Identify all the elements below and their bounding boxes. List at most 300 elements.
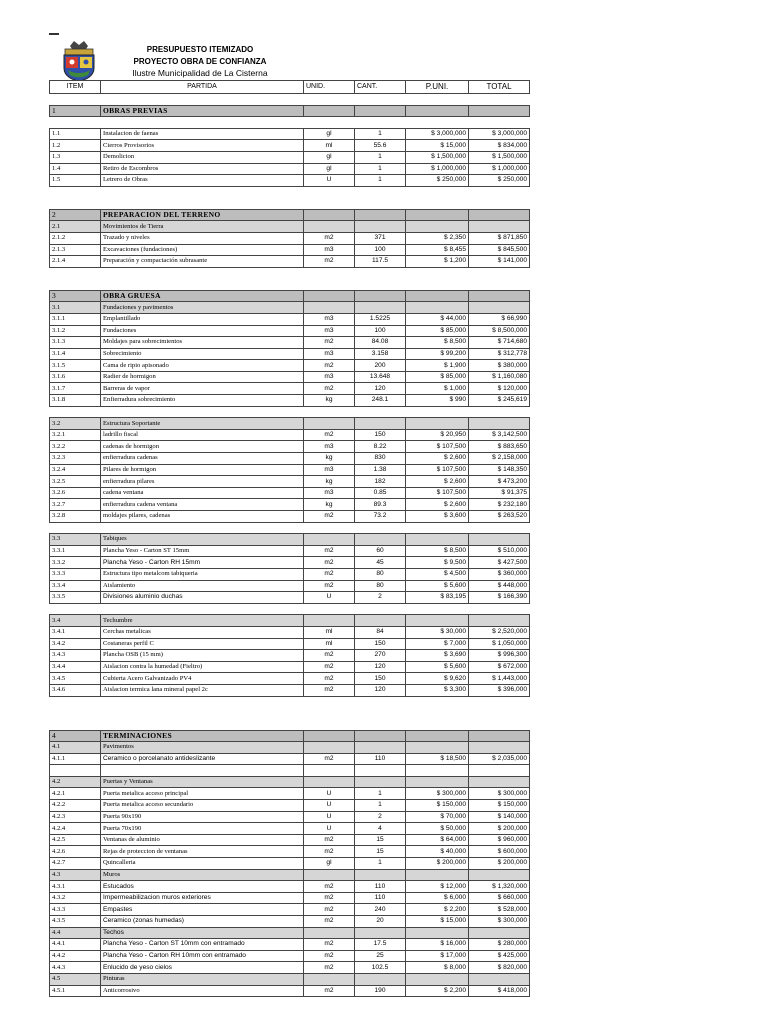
municipal-crest-icon [60,40,98,82]
item-row [50,140,530,152]
blank-cell [304,522,355,534]
cell-total: $ 396,000 [469,684,530,696]
cell-desc: Plancha Yeso - Carton RH 15mm [101,557,304,569]
cell-qty: 1 [355,163,406,175]
col-pu-header: P.UNI. [406,81,469,94]
blank-cell [355,603,406,615]
cell-unit-price [406,209,469,221]
cell-desc: Instalacion de faenas [101,128,304,140]
cell-unit [304,615,355,627]
cell-total: $ 1,320,000 [469,881,530,893]
cell-desc: Estructura tipo metalcom tabiqueria [101,568,304,580]
cell-item: 4.2.6 [50,846,101,858]
item-row [50,788,530,800]
cell-total [469,869,530,881]
item-row [50,395,530,407]
cell-qty: 89.3 [355,499,406,511]
cell-unit-price [406,302,469,314]
cell-unit: m2 [304,684,355,696]
cell-desc: Techos [101,927,304,939]
document-title: PRESUPUESTO ITEMIZADO [146,45,254,54]
cell-desc: Moldajes para sobrecimientos [101,337,304,349]
cell-desc: Techumbre [101,615,304,627]
cell-unit [304,105,355,117]
item-row [50,383,530,395]
cell-item: 3.4.4 [50,661,101,673]
cell-desc: Sobrecimiento [101,348,304,360]
cell-qty: 182 [355,476,406,488]
cell-total: $ 473,200 [469,476,530,488]
cell-unit-price [406,776,469,788]
cell-qty: 15 [355,834,406,846]
cell-total: $ 834,000 [469,140,530,152]
cell-item: 2.1 [50,221,101,233]
item-row [50,650,530,662]
cell-unit: gl [304,128,355,140]
blank-cell [50,603,101,615]
budget-table [49,80,530,997]
cell-desc: Aislacion termica lana mineral papel 2c [101,684,304,696]
cell-unit: m2 [304,360,355,372]
cell-unit-price: $ 3,600 [406,511,469,523]
section-row [50,105,530,117]
cell-desc: Puerta metalica acceso secundario [101,800,304,812]
cell-unit-price [406,221,469,233]
cell-total: $ 66,990 [469,313,530,325]
blank-row [50,522,530,534]
cell-desc: Muros [101,869,304,881]
cell-qty: 120 [355,661,406,673]
cell-unit-price: $ 5,600 [406,661,469,673]
cell-desc: Barreras de vapor [101,383,304,395]
cell-qty: 2 [355,592,406,604]
cell-qty [355,221,406,233]
cell-unit: ml [304,638,355,650]
cell-desc: Fundaciones y pavimentos [101,302,304,314]
cell-desc: Ventanas de aluminio [101,834,304,846]
cell-unit-price: $ 12,000 [406,881,469,893]
cell-qty: 120 [355,684,406,696]
cell-qty: 371 [355,232,406,244]
cell-item: 3.4.5 [50,673,101,685]
cell-desc: Plancha Yeso - Carton ST 15mm [101,545,304,557]
cell-qty [355,776,406,788]
cell-total: $ 3,142,500 [469,429,530,441]
cell-total [469,973,530,985]
cell-desc: cadenas de hormigon [101,441,304,453]
cell-item: 3.4.2 [50,638,101,650]
cell-desc: Excavaciones (fundaciones) [101,244,304,256]
cell-unit: m2 [304,337,355,349]
cell-unit-price: $ 2,600 [406,499,469,511]
cell-item: 3.4 [50,615,101,627]
item-row [50,892,530,904]
cell-item: 3.3 [50,534,101,546]
cell-unit-price: $ 20,950 [406,429,469,441]
cell-unit: U [304,800,355,812]
cell-item: 3.3.2 [50,557,101,569]
cell-unit-price: $ 200,000 [406,858,469,870]
cell-unit-price: $ 1,000,000 [406,163,469,175]
cell-total: $ 200,000 [469,858,530,870]
cell-unit [304,730,355,742]
cell-unit-price [406,742,469,754]
cell-desc: Puerta 90x190 [101,811,304,823]
item-row [50,325,530,337]
cell-item: 4.1 [50,742,101,754]
cell-desc: enfierradura cadenas [101,453,304,465]
cell-unit-price: $ 50,000 [406,823,469,835]
cell-unit: m2 [304,950,355,962]
spacer-cell [50,186,530,209]
cell-item: 2.1.4 [50,256,101,268]
subsection-row [50,776,530,788]
item-row [50,950,530,962]
cell-unit-price: $ 18,500 [406,753,469,765]
cell-unit-price: $ 107,500 [406,487,469,499]
cell-total: $ 871,850 [469,232,530,244]
blank-cell [101,522,304,534]
cell-unit-price [406,418,469,430]
cell-qty: 150 [355,638,406,650]
cell-total: $ 141,000 [469,256,530,268]
col-unit-header: UNID. [304,81,355,94]
cell-unit-price: $ 8,500 [406,337,469,349]
cell-unit-price: $ 2,350 [406,232,469,244]
cell-item: 4.2.7 [50,858,101,870]
cell-item: 3.2 [50,418,101,430]
cell-total: $ 883,650 [469,441,530,453]
blank-row [50,603,530,615]
subsection-row [50,742,530,754]
cell-unit-price: $ 1,200 [406,256,469,268]
spacer-row [50,267,530,290]
document-subtitle: PROYECTO OBRA DE CONFIANZA [133,57,267,66]
cell-unit-price: $ 85,000 [406,325,469,337]
spacer-cell [50,696,530,708]
cell-item: 3.1.6 [50,371,101,383]
cell-qty: 3.158 [355,348,406,360]
cell-desc: Estucados [101,881,304,893]
cell-unit [304,418,355,430]
cell-unit: m3 [304,325,355,337]
cell-qty: 240 [355,904,406,916]
cell-unit: m3 [304,313,355,325]
cell-unit: m2 [304,962,355,974]
section-row [50,209,530,221]
cell-total [469,302,530,314]
cell-item: 3.2.3 [50,453,101,465]
cell-item: 4.3.1 [50,881,101,893]
subsection-row [50,221,530,233]
cell-item: 4.2.4 [50,823,101,835]
blank-cell [50,94,101,106]
cell-qty [355,418,406,430]
cell-desc: Puerta 70x190 [101,823,304,835]
item-row [50,684,530,696]
cell-desc: moldajes pilares, cadenas [101,511,304,523]
blank-cell [469,522,530,534]
cell-qty: 80 [355,568,406,580]
col-qty-header: CANT. [355,81,406,94]
cell-total [469,776,530,788]
item-row [50,487,530,499]
item-row [50,846,530,858]
blank-cell [406,406,469,418]
cell-total: $ 200,000 [469,823,530,835]
cell-unit: kg [304,453,355,465]
cell-desc: Cierros Provisorios [101,140,304,152]
cell-total: $ 2,520,000 [469,626,530,638]
item-row [50,360,530,372]
cell-qty [355,869,406,881]
cell-total: $ 166,390 [469,592,530,604]
cell-desc: Estructura Soportante [101,418,304,430]
cell-desc: enfierradura pilares [101,476,304,488]
cell-desc: Aislamiento [101,580,304,592]
cell-desc: Cerchas metalicas [101,626,304,638]
item-row [50,962,530,974]
item-row [50,800,530,812]
subsection-row [50,418,530,430]
cell-unit: gl [304,151,355,163]
cell-desc: Plancha Yeso - Carton RH 10mm con entramado [101,950,304,962]
cell-unit-price [406,869,469,881]
cell-desc: Cubierta Acero Galvanizado PV4 [101,673,304,685]
cell-unit: m2 [304,753,355,765]
spacer-cell [50,708,530,731]
cell-item: 4.4.2 [50,950,101,962]
cell-unit-price: $ 990 [406,395,469,407]
cell-qty [355,105,406,117]
cell-desc: cadena ventana [101,487,304,499]
item-row [50,545,530,557]
item-row [50,511,530,523]
cell-unit: m2 [304,834,355,846]
cell-item: 1.1 [50,128,101,140]
cell-total: $ 8,500,000 [469,325,530,337]
item-row [50,499,530,511]
cell-total: $ 448,000 [469,580,530,592]
cell-desc: OBRA GRUESA [101,290,304,302]
item-row [50,858,530,870]
cell-total: $ 510,000 [469,545,530,557]
item-row [50,429,530,441]
cell-desc [101,765,304,777]
cell-item: 3.1.5 [50,360,101,372]
cell-total [469,615,530,627]
cell-qty [355,209,406,221]
blank-cell [406,522,469,534]
cell-total: $ 418,000 [469,985,530,997]
cell-unit: m2 [304,846,355,858]
item-row [50,371,530,383]
cell-unit-price: $ 250,000 [406,175,469,187]
cell-unit-price [406,615,469,627]
cell-unit: kg [304,476,355,488]
cell-item: 4.4.3 [50,962,101,974]
cell-unit-price: $ 70,000 [406,811,469,823]
cell-total: $ 672,000 [469,661,530,673]
cell-item: 3.4.3 [50,650,101,662]
cell-unit-price: $ 1,000 [406,383,469,395]
cell-unit-price: $ 2,200 [406,985,469,997]
cell-qty: 1.5225 [355,313,406,325]
cell-unit-price [406,927,469,939]
cell-item: 4.4 [50,927,101,939]
item-row [50,661,530,673]
cell-unit-price: $ 150,000 [406,800,469,812]
cell-unit-price: $ 8,455 [406,244,469,256]
cell-total: $ 2,035,000 [469,753,530,765]
cell-item: 4 [50,730,101,742]
blank-row [50,406,530,418]
cell-qty: 150 [355,673,406,685]
cell-unit-price: $ 300,000 [406,788,469,800]
cell-unit [304,869,355,881]
cell-desc: Empastes [101,904,304,916]
cell-qty [355,973,406,985]
cell-item: 3.3.5 [50,592,101,604]
blank-cell [304,117,355,129]
cell-unit: m2 [304,580,355,592]
cell-unit-price: $ 9,620 [406,673,469,685]
cell-total: $ 2,158,000 [469,453,530,465]
cell-unit: m3 [304,244,355,256]
cell-unit: m2 [304,650,355,662]
cell-desc: Enlucido de yeso cielos [101,962,304,974]
cell-qty: 4 [355,823,406,835]
cell-unit-price: $ 85,000 [406,371,469,383]
cell-qty [355,302,406,314]
item-row [50,476,530,488]
cell-desc: Tabiques [101,534,304,546]
cell-total: $ 263,520 [469,511,530,523]
cell-total: $ 312,778 [469,348,530,360]
subsection-row [50,615,530,627]
item-row [50,232,530,244]
item-row [50,765,530,777]
cell-item: 3.2.4 [50,464,101,476]
cell-unit-price: $ 44,000 [406,313,469,325]
item-row [50,638,530,650]
cell-qty: 102.5 [355,962,406,974]
cell-item: 3.2.5 [50,476,101,488]
cell-unit-price: $ 30,000 [406,626,469,638]
item-row [50,985,530,997]
cell-item: 3.1 [50,302,101,314]
item-row [50,453,530,465]
item-row [50,592,530,604]
cell-item: 3.2.2 [50,441,101,453]
spacer-row [50,708,530,731]
cell-unit [304,534,355,546]
cell-total [469,765,530,777]
cell-desc: PREPARACION DEL TERRENO [101,209,304,221]
cell-desc: Demolicion [101,151,304,163]
cell-desc: Costaneras perfil C [101,638,304,650]
cell-desc: Puerta metalica acceso principal [101,788,304,800]
cell-total [469,927,530,939]
cell-qty [355,615,406,627]
cell-qty: 248.1 [355,395,406,407]
cell-item: 1.2 [50,140,101,152]
cell-desc: Puertas y Ventanas [101,776,304,788]
cell-total [469,534,530,546]
cell-qty: 1 [355,151,406,163]
blank-cell [101,406,304,418]
cell-qty: 73.2 [355,511,406,523]
cell-desc: Movimientos de Tierra [101,221,304,233]
cell-total: $ 360,000 [469,568,530,580]
cell-total: $ 3,000,000 [469,128,530,140]
cell-item: 4.5 [50,973,101,985]
cell-desc: Radier de hormigon [101,371,304,383]
cell-unit-price: $ 2,600 [406,453,469,465]
cell-unit: m3 [304,348,355,360]
item-row [50,811,530,823]
cell-qty: 1 [355,128,406,140]
cell-item: 3.4.1 [50,626,101,638]
cell-qty: 117.5 [355,256,406,268]
item-row [50,244,530,256]
cell-unit: U [304,175,355,187]
cell-qty [355,765,406,777]
cell-unit [304,302,355,314]
cell-unit-price [406,973,469,985]
cell-total: $ 245,619 [469,395,530,407]
cell-total: $ 1,160,080 [469,371,530,383]
cell-item: 3.2.8 [50,511,101,523]
cell-unit: m3 [304,487,355,499]
cell-item: 3.2.7 [50,499,101,511]
cell-item: 4.4.1 [50,939,101,951]
cell-unit: kg [304,395,355,407]
spacer-cell [50,267,530,290]
cell-qty: 110 [355,753,406,765]
cell-qty [355,927,406,939]
cell-item: 4.2.1 [50,788,101,800]
cell-total [469,418,530,430]
cell-desc: Aislacion contra la humedad (Fieltro) [101,661,304,673]
cell-unit: m2 [304,939,355,951]
cell-desc: Pilares de hormigon [101,464,304,476]
cell-total: $ 91,375 [469,487,530,499]
cell-desc: Divisiones aluminio duchas [101,592,304,604]
cell-unit: m2 [304,557,355,569]
item-row [50,151,530,163]
blank-cell [406,117,469,129]
cell-total: $ 280,000 [469,939,530,951]
cell-item: 3.1.8 [50,395,101,407]
subsection-row [50,534,530,546]
cell-unit: kg [304,499,355,511]
cell-unit-price: $ 17,000 [406,950,469,962]
cell-total: $ 714,680 [469,337,530,349]
cell-item: 1.5 [50,175,101,187]
cell-qty: 110 [355,892,406,904]
cell-total: $ 1,050,000 [469,638,530,650]
cell-qty: 84 [355,626,406,638]
cell-desc: Rejas de proteccion de ventanas [101,846,304,858]
item-row [50,163,530,175]
blank-cell [355,117,406,129]
item-row [50,337,530,349]
cell-item: 3.3.1 [50,545,101,557]
cell-qty: 1 [355,175,406,187]
cell-unit: U [304,823,355,835]
cell-qty: 84.08 [355,337,406,349]
